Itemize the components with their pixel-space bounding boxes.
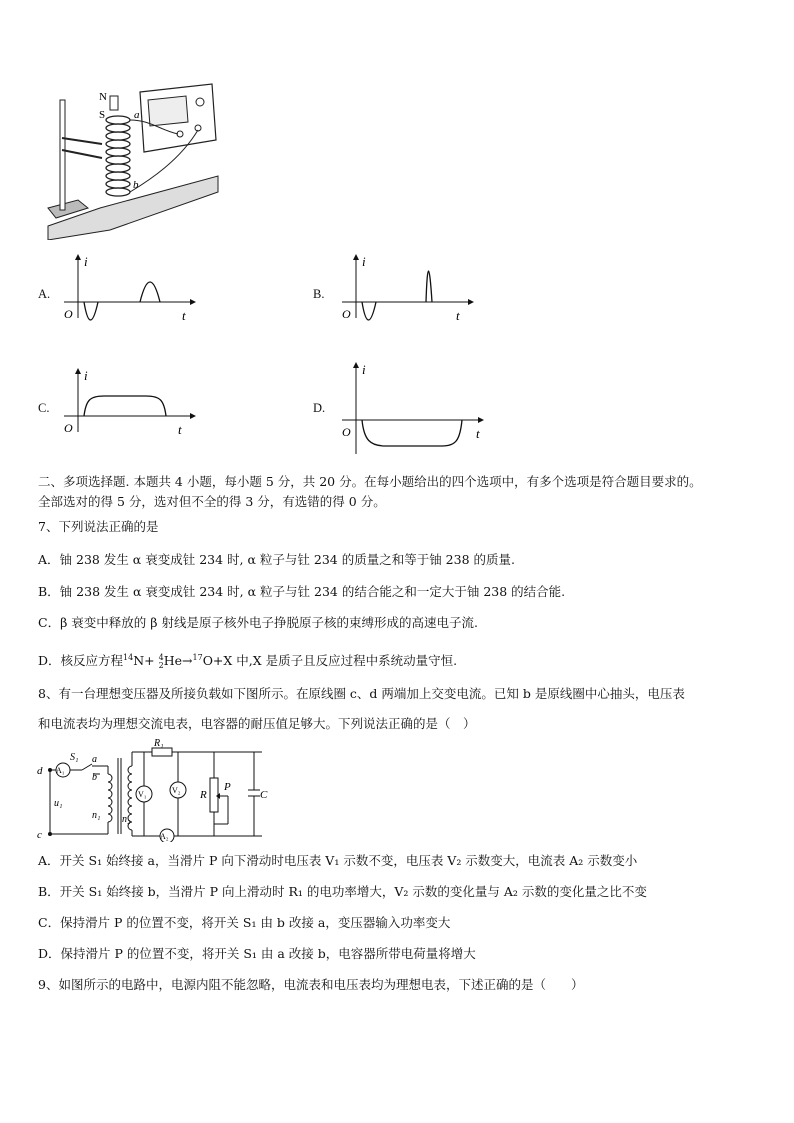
- axis-t-label: t: [182, 308, 186, 322]
- circuit-d-label: d: [37, 765, 43, 777]
- graph-option-d: [338, 360, 490, 458]
- axis-t-label: t: [178, 422, 182, 436]
- axis-i-label: i: [84, 368, 88, 383]
- he-symbol: He→: [163, 653, 193, 669]
- turns-n2-label: n₂: [122, 814, 131, 825]
- q8-option-d: D．保持滑片 P 的位置不变，将开关 S₁ 由 a 改接 b，电容器所带电荷量将增大: [38, 946, 476, 961]
- origin-label: O: [64, 307, 73, 321]
- option-d-label: D.: [313, 401, 326, 415]
- slider-p-label: P: [224, 781, 231, 793]
- section-2-line-2: 全部选对的得 5 分，选对但不全的得 3 分，有选错的得 0 分。: [38, 494, 386, 509]
- q8-option-c: C．保持滑片 P 的位置不变，将开关 S₁ 由 b 改接 a，变压器输入功率变大: [38, 915, 451, 930]
- q7-stem: 7、下列说法正确的是: [38, 519, 159, 534]
- switch-s1-label: S₁: [70, 752, 79, 763]
- q8-option-a: A．开关 S₁ 始终接 a，当滑片 P 向下滑动时电压表 V₁ 示数不变，电压表 V₂ 示数变大，电流表 A₂ 示数变小: [38, 853, 638, 868]
- capacitor-c-label: C: [260, 789, 268, 801]
- circuit-c-label: c: [37, 829, 42, 841]
- q7-option-a: A．铀 238 发生 α 衰变成钍 234 时, α 粒子与钍 234 的质量之和等于铀 238 的质量.: [38, 552, 515, 567]
- coil-magnet-apparatus-figure: [40, 80, 220, 240]
- q8-stem-line-1: 8、有一台理想变压器及所接负载如下图所示。在原线圈 c、d 两端加上交变电流。已知 b 是原线圈中心抽头，电压表: [38, 686, 685, 701]
- origin-label: O: [64, 421, 73, 435]
- o-mass-number: 17: [192, 653, 203, 662]
- magnet-s-label: S: [99, 109, 106, 121]
- terminal-b-label: b: [133, 179, 139, 191]
- he-mass-number: 4: [158, 652, 164, 662]
- axis-t-label: t: [476, 426, 480, 441]
- voltage-u1-label: u₁: [54, 798, 63, 809]
- option-a-label: A.: [38, 287, 51, 301]
- voltmeter-v2-label: V₂: [172, 786, 181, 795]
- ammeter-a1-label: A₁: [56, 766, 65, 775]
- ammeter-a2-label: A₂: [160, 832, 169, 841]
- tap-b-label: b: [92, 772, 97, 783]
- resistor-r1-label: R₁: [154, 738, 164, 749]
- axis-i-label: i: [362, 254, 366, 269]
- axis-t-label: t: [456, 308, 460, 322]
- voltmeter-v1-label: V₁: [138, 790, 147, 799]
- graph-option-c: [60, 366, 200, 436]
- graph-option-b: [338, 252, 478, 322]
- q9-stem: 9、如图所示的电路中，电源内阻不能忽略，电流表和电压表均为理想电表，下述正确的是（ ）: [38, 977, 584, 992]
- turns-n1-label: n₁: [92, 810, 101, 821]
- n-symbol: N+: [133, 653, 155, 669]
- magnet-n-label: N: [99, 91, 107, 103]
- origin-label: O: [342, 307, 351, 321]
- option-b-label: B.: [313, 287, 325, 301]
- terminal-a-label: a: [134, 109, 140, 121]
- option-c-label: C.: [38, 401, 50, 415]
- q7-d-rest: O+X 中,X 是质子且反应过程中系统动量守恒.: [202, 653, 458, 669]
- q8-stem-line-2: 和电流表均为理想交流电表，电容器的耐压值足够大。下列说法正确的是（ ）: [38, 716, 476, 731]
- q7-option-c: C．β 衰变中释放的 β 射线是原子核外电子挣脱原子核的束缚形成的高速电子流.: [38, 615, 478, 630]
- tap-a-label: a: [92, 754, 97, 765]
- he-atomic-number: 2: [158, 660, 164, 670]
- graph-option-a: [60, 252, 200, 322]
- n-mass-number: 14: [123, 653, 134, 662]
- resistor-r-label: R: [200, 789, 207, 801]
- q7-option-b: B．铀 238 发生 α 衰变成钍 234 时, α 粒子与钍 234 的结合能之和一定大于铀 238 的结合能.: [38, 584, 566, 599]
- axis-i-label: i: [84, 254, 88, 269]
- q8-option-b: B．开关 S₁ 始终接 b，当滑片 P 向上滑动时 R₁ 的电功率增大，V₂ 示数的变化量与 A₂ 示数的变化量之比不变: [38, 884, 647, 899]
- axis-i-label: i: [362, 362, 366, 377]
- origin-label: O: [342, 425, 351, 439]
- section-2-line-1: 二、多项选择题. 本题共 4 小题，每小题 5 分，共 20 分。在每小题给出的四个选项中，有多个选项是符合题目要求的。: [38, 474, 702, 489]
- transformer-circuit-diagram: [36, 738, 268, 842]
- q7-option-d: [38, 650, 457, 670]
- q7-d-prefix: D．核反应方程: [38, 653, 124, 669]
